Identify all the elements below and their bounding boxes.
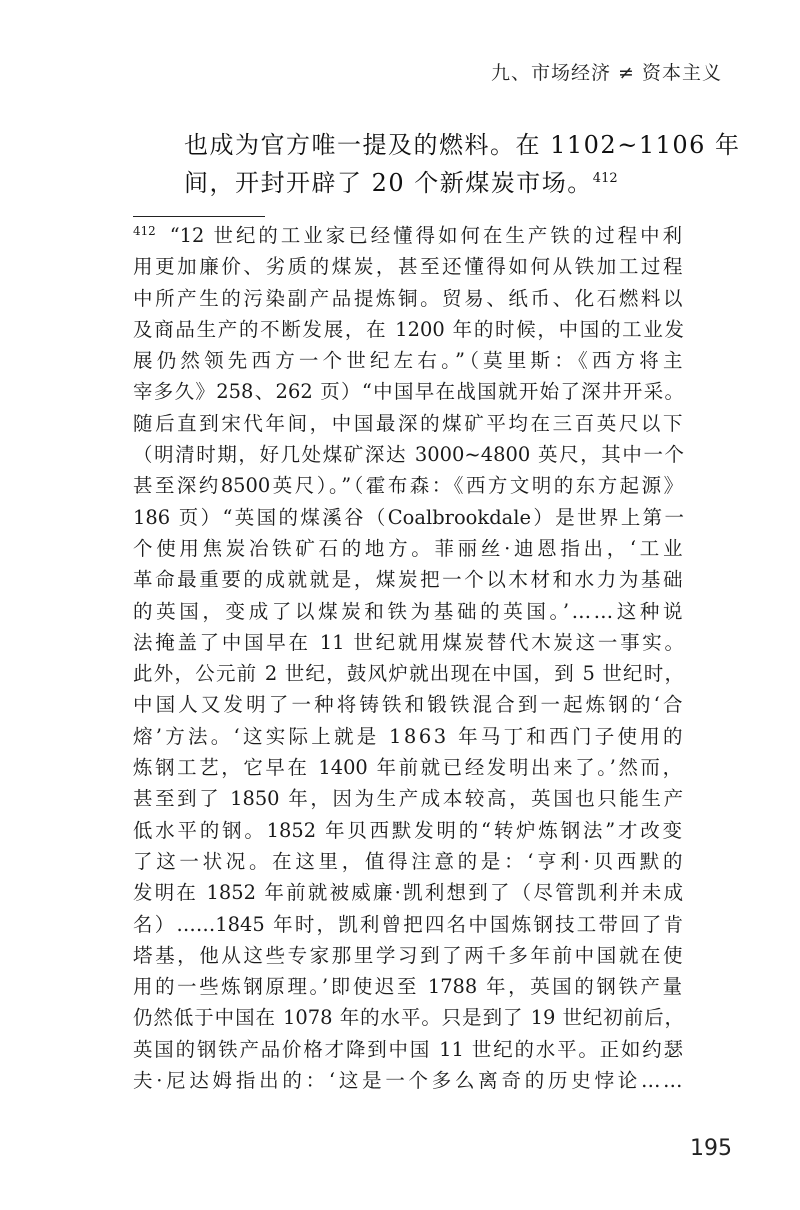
footnote-line: 法掩盖了中国早在 11 世纪就用煤炭替代木炭这一事实。 [133,630,685,654]
footnote-line: 夫·尼达姆指出的：‘这是一个多么离奇的历史悖论…… [133,1069,685,1093]
footnote-line: 名）……1845 年时，凯利曾把四名中国炼钢技工带回了肯 [133,912,684,936]
page-number: 195 [690,1136,732,1161]
body-line-text: 间，开封开辟了 20 个新煤炭市场。 [184,169,593,197]
footnote-line: 此外，公元前 2 世纪，鼓风炉就出现在中国，到 5 世纪时， [133,662,685,686]
footnote-line: 发明在 1852 年前就被威廉·凯利想到了（尽管凯利并未成 [133,881,684,905]
footnote-line: 中国人又发明了一种将铸铁和锻铁混合到一起炼钢的‘合 [133,693,685,717]
footnote-line [133,220,682,251]
footnote-line-text: “12 世纪的工业家已经懂得如何在生产铁的过程中利 [169,224,683,247]
body-paragraph [184,126,741,202]
footnote-line: 及商品生产的不断发展，在 1200 年的时候，中国的工业发 [133,317,685,341]
footnote-line: 熔’方法。‘这实际上就是 1863 年马丁和西门子使用的 [133,724,685,748]
footnote-line: 个使用焦炭冶铁矿石的地方。菲丽丝·迪恩指出，‘工业 [133,536,685,560]
footnote-line: 塔基，他从这些专家那里学习到了两千多年前中国就在使 [133,943,685,967]
footnote-line: 了这一状况。在这里，值得注意的是：‘亨利·贝西默的 [133,849,685,873]
body-line: 也成为官方唯一提及的燃料。在 1102~1106 年 [184,131,741,159]
body-line [184,164,684,202]
footnote-line: 186 页）“英国的煤溪谷（Coalbrookdale）是世界上第一 [133,505,685,529]
footnote-line: 低水平的钢。1852 年贝西默发明的“转炉炼钢法”才改变 [133,818,683,842]
running-header: 九、市场经济 ≠ 资本主义 [491,62,722,84]
footnote-line: 中所产生的污染副产品提炼铜。贸易、纸币、化石燃料以 [133,286,685,310]
footnote-divider [133,216,265,217]
footnote-line: 用更加廉价、劣质的煤炭，甚至还懂得如何从铁加工过程 [133,255,685,279]
footnote-line: 革命最重要的成就就是，煤炭把一个以木材和水力为基础 [133,568,685,592]
footnote-line: 用的一些炼钢原理。’即使迟至 1788 年，英国的钢铁产量 [133,975,683,999]
footnote-line: （明清时期，好几处煤矿深达 3000~4800 英尺，其中一个 [133,443,685,467]
footnote-reference[interactable]: 412 [592,171,618,186]
footnote-line: 宰多久》258、262 页）“中国早在战国就开始了深井开采。 [133,380,685,404]
footnote-line: 仍然低于中国在 1078 年的水平。只是到了 19 世纪初前后， [133,1006,685,1030]
footnote-line: 随后直到宋代年间，中国最深的煤矿平均在三百英尺以下 [133,411,685,435]
footnote-line: 的英国，变成了以煤炭和铁为基础的英国。’……这种说 [133,599,685,623]
footnote-line: 甚至深约8500英尺）。”（霍布森：《西方文明的东方起源》 [133,474,684,498]
footnote [133,220,685,1096]
footnote-line: 展仍然领先西方一个世纪左右。”（莫里斯：《西方将主 [133,349,685,373]
footnote-line: 炼钢工艺，它早在 1400 年前就已经发明出来了。’然而， [133,756,683,780]
footnote-line: 英国的钢铁产品价格才降到中国 11 世纪的水平。正如约瑟 [133,1037,684,1061]
footnote-number: 412 [133,223,156,238]
footnote-line: 甚至到了 1850 年，因为生产成本较高，英国也只能生产 [133,787,684,811]
